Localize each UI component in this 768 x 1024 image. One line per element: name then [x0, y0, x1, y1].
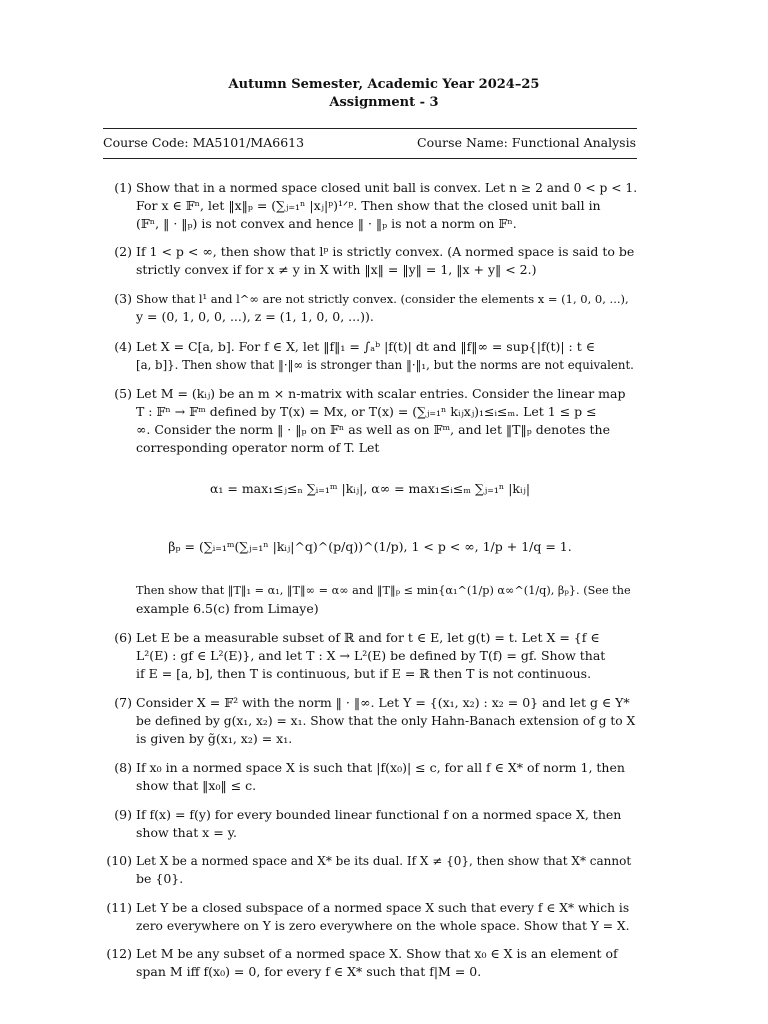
course-name: Course Name: Functional Analysis [417, 135, 636, 150]
problem-number: (4) [114, 339, 132, 354]
problem-line: Let X = C[a, b]. For f ∈ X, let ‖f‖₁ = ∫ₐᵇ |f(t)| dt and ‖f‖∞ = sup{|f(t)| : t ∈ [136, 339, 595, 354]
problem-number: (5) [114, 386, 132, 401]
problem-line: Let M be any subset of a normed space X. Show that x₀ ∈ X is an element of [136, 946, 618, 961]
problem-line: (𝔽ⁿ, ‖ · ‖ₚ) is not convex and hence ‖ · ‖ₚ is not a norm on 𝔽ⁿ. [136, 216, 517, 231]
problem-number: (11) [106, 900, 132, 915]
problem-line: be defined by g(x₁, x₂) = x₁. Show that the only Hahn-Banach extension of g to X [136, 714, 636, 728]
problem-line: Let E be a measurable subset of ℝ and for t ∈ E, let g(t) = t. Let X = {f ∈ [136, 630, 600, 645]
problem-number: (12) [106, 946, 132, 961]
problem-line: y = (0, 1, 0, 0, ...), z = (1, 1, 0, 0, ...)). [136, 309, 374, 324]
problem-number: (7) [114, 695, 132, 710]
semester-title: Autumn Semester, Academic Year 2024–25 [228, 77, 540, 92]
problem-line: show that x = y. [136, 825, 238, 840]
problem-line: L²(E) : gf ∈ L²(E)}, and let T : X → L²(E) be defined by T(f) = gf. Show that [136, 648, 606, 663]
problem-number: (6) [114, 630, 132, 645]
problem-number: (9) [114, 807, 132, 822]
problem-number: (2) [114, 244, 132, 259]
problem-line: span M iff f(x₀) = 0, for every f ∈ X* such that f|M = 0. [136, 964, 482, 979]
problem-line: be {0}. [136, 871, 184, 886]
problem-line: [a, b]}. Then show that ‖·‖∞ is stronger than ‖·‖₁, but the norms are not equivalent. [136, 358, 634, 372]
problem-line: For x ∈ 𝔽ⁿ, let ‖x‖ₚ = (∑ⱼ₌₁ⁿ |xⱼ|ᵖ)¹ᐟᵖ. Then show that the closed unit ball in [136, 198, 601, 213]
problem-line: Show that l¹ and l^∞ are not strictly convex. (consider the elements x = (1, 0, 0, ...), [136, 292, 629, 306]
problem-number: (8) [114, 760, 132, 775]
problem-line: zero everywhere on Y is zero everywhere on the whole space. Show that Y = X. [136, 919, 630, 933]
problem-line: is given by g̃(x₁, x₂) = x₁. [136, 731, 293, 746]
assignment-title: Assignment - 3 [329, 95, 439, 110]
problem-line: if E = [a, b], then T is continuous, but if E = ℝ then T is not continuous. [136, 666, 592, 681]
top-rule [103, 128, 637, 129]
course-code: Course Code: MA5101/MA6613 [103, 135, 305, 150]
problem-line: Let X be a normed space and X* be its dual. If X ≠ {0}, then show that X* cannot [136, 854, 632, 868]
problem-line: If 1 < p < ∞, then show that lᵖ is strictly convex. (A normed space is said to be [136, 244, 635, 259]
problem-line: strictly convex if for x ≠ y in X with ‖x‖ = ‖y‖ = 1, ‖x + y‖ < 2.) [136, 262, 537, 277]
problem-line: corresponding operator norm of T. Let [136, 440, 380, 455]
problem-line: Let Y be a closed subspace of a normed space X such that every f ∈ X* which is [136, 901, 630, 915]
problem-line: If x₀ in a normed space X is such that |f(x₀)| ≤ c, for all f ∈ X* of norm 1, then [136, 760, 625, 775]
problem-line: ∞. Consider the norm ‖ · ‖ₚ on 𝔽ⁿ as well as on 𝔽ᵐ, and let ‖T‖ₚ denotes the [136, 422, 610, 437]
beta-formula: βₚ = (∑ᵢ₌₁ᵐ(∑ⱼ₌₁ⁿ |kᵢⱼ|^q)^(p/q))^(1/p), 1 < p < ∞, 1/p + 1/q = 1. [168, 539, 572, 554]
problem-line: Let M = (kᵢⱼ) be an m × n-matrix with scalar entries. Consider the linear map [136, 386, 626, 401]
bottom-rule [103, 158, 637, 159]
problem-line: Consider X = 𝔽² with the norm ‖ · ‖∞. Let Y = {(x₁, x₂) : x₂ = 0} and let g ∈ Y* [136, 695, 630, 710]
problem-line: If f(x) = f(y) for every bounded linear functional f on a normed space X, then [136, 807, 622, 822]
problem-number: (3) [114, 291, 132, 306]
problem-line: Then show that ‖T‖₁ = α₁, ‖T‖∞ = α∞ and ‖T‖ₚ ≤ min{α₁^(1/p) α∞^(1/q), βₚ}. (See the [136, 584, 631, 597]
problem-line: Show that in a normed space closed unit ball is convex. Let n ≥ 2 and 0 < p < 1. [136, 181, 638, 195]
problem-number: (1) [114, 180, 132, 195]
alpha-formula: α₁ = max₁≤ⱼ≤ₙ ∑ᵢ₌₁ᵐ |kᵢⱼ|, α∞ = max₁≤ᵢ≤ₘ ∑ⱼ₌₁ⁿ |kᵢⱼ| [209, 481, 531, 496]
problem-line: T : 𝔽ⁿ → 𝔽ᵐ defined by T(x) = Mx, or T(x) = (∑ⱼ₌₁ⁿ kᵢⱼxⱼ)₁≤ᵢ≤ₘ. Let 1 ≤ p ≤ [136, 404, 597, 419]
problem-line: example 6.5(c) from Limaye) [136, 601, 319, 616]
problem-number: (10) [106, 853, 132, 868]
problem-line: show that ‖x₀‖ ≤ c. [136, 778, 257, 793]
